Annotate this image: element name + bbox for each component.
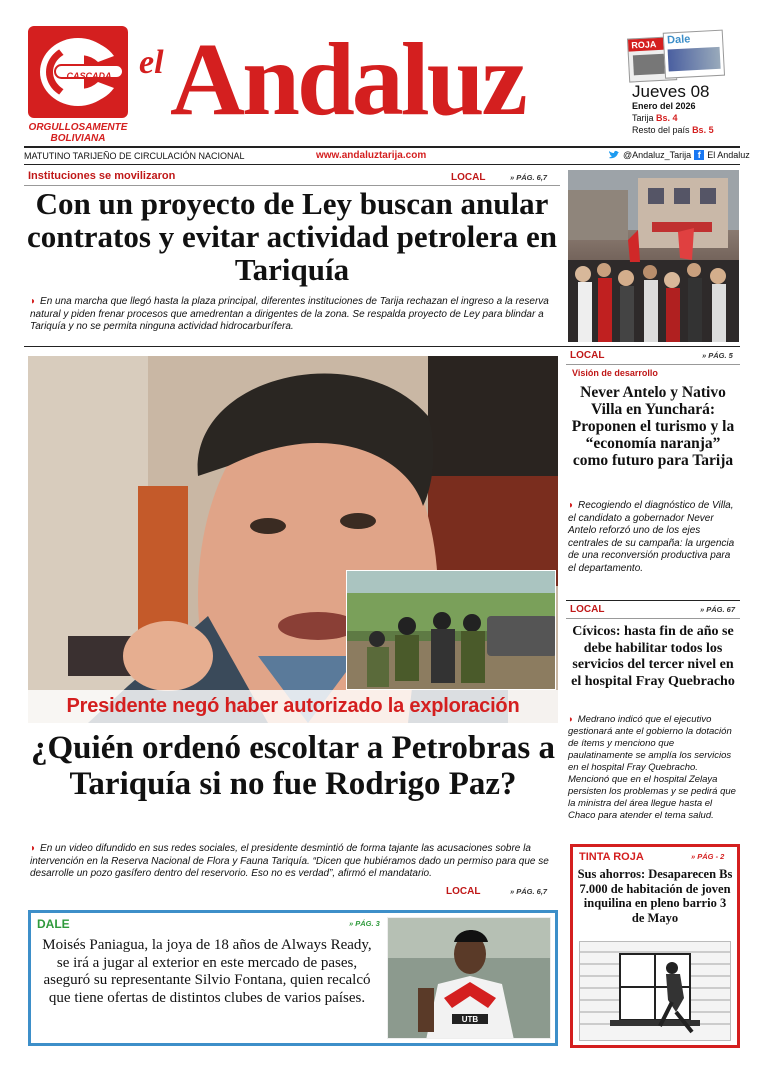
promo-2-image (668, 47, 721, 72)
section-divider (24, 346, 740, 347)
story1-summary-text: En una marcha que llegó hasta la plaza principal, diferentes instituciones de Tarija rechazan el ingreso a la reserva natural y piden frenar procesos que amedrentan a dirigentes de la zona. Se respalda proyecto de Ley para blindar a Tariquía y no se permita ninguna actividad hidrocarburífera. (30, 296, 549, 332)
promo-dale-thumb[interactable] (663, 30, 725, 79)
player-icon (388, 918, 551, 1039)
dale-sports-box[interactable] (28, 910, 558, 1046)
masthead (0, 0, 765, 165)
side1-kicker: Visión de desarrollo (572, 368, 658, 378)
tinta-roja-headline[interactable]: Sus ahorros: Desaparecen Bs 7.000 de habitación de joven inquilina en pleno barrio 3 de Mayo (577, 867, 733, 925)
side-story-hospital[interactable] (566, 602, 740, 838)
story1-kicker: Instituciones se movilizaron (28, 170, 176, 182)
story1-page-ref: » PÁG. 6,7 (510, 173, 548, 182)
promo-thumbnails[interactable] (627, 29, 729, 84)
logo-tagline-1: ORGULLOSAMENTE (28, 122, 128, 133)
dale-page-ref: » PÁG. 3 (349, 919, 380, 928)
soldiers-scene-icon (347, 571, 556, 690)
story-tariquia-law[interactable] (24, 167, 560, 345)
tinta-roja-page-ref: » PÁG - 2 (691, 852, 725, 861)
tinta-roja-section: TINTA ROJA (579, 851, 644, 863)
bullet-icon: ◗ (568, 500, 575, 511)
dale-text: Moisés Paniagua, la joya de 18 años de Always Ready, se irá a jugar al exterior en este mercado de pases, aseguró su representante Silvio Fontana, quien recalcó que tiene ofertas de distintos clubes de varios países. (42, 937, 372, 1006)
masthead-subtitle: MATUTINO TARIJEÑO DE CIRCULACIÓN NACIONAL (24, 151, 245, 161)
cascada-logo (28, 26, 128, 118)
side-story-yunchara[interactable] (566, 348, 740, 598)
edition-month-year: Enero del 2026 (632, 101, 696, 111)
jersey-sponsor: UTB (461, 1015, 479, 1024)
social-links (608, 150, 750, 160)
price-rest-value: Bs. 5 (692, 125, 714, 135)
photo-caption: Presidente negó haber autorizado la exploración (66, 695, 520, 717)
main-page-ref: » PÁG. 6,7 (510, 887, 548, 896)
twitter-handle[interactable]: @Andaluz_Tarija (623, 150, 692, 160)
dale-section: DALE (37, 917, 70, 931)
tinta-roja-box[interactable] (570, 844, 740, 1048)
protest-scene-icon (568, 170, 739, 342)
burglar-illustration (579, 941, 731, 1041)
cascada-brand-text: CASCADA (66, 71, 112, 81)
logo-tagline (22, 122, 134, 144)
escort-inset-photo (346, 570, 556, 690)
main-summary-text: En un video difundido en sus redes sociales, el presidente desmintió de forma tajante las acusaciones sobre la intervención en la Reserva Nacional de Flora y Fauna Tariquía. “Dicen que hubiéramos dado un permiso para que se desarrolle un pozo gasífero dentro del reservorio. Eso no es verdad”, afirmó el mandatario. (30, 843, 549, 879)
promo-2-label: Dale (666, 33, 691, 47)
twitter-icon[interactable] (608, 150, 620, 160)
main-section: LOCAL (446, 886, 481, 897)
side2-section: LOCAL (570, 604, 605, 615)
masthead-title-el: el (139, 44, 164, 81)
promo-1-label: ROJA (628, 37, 675, 51)
side2-headline[interactable]: Cívicos: hasta fin de año se debe habilitar todos los servicios del tercer nivel en el hospital Fray Quebracho (571, 624, 735, 689)
story1-summary (30, 296, 556, 334)
story1-section: LOCAL (451, 172, 486, 183)
main-headline[interactable]: ¿Quién ordenó escoltar a Petrobras a Tariquía si no fue Rodrigo Paz? (31, 730, 555, 802)
side1-headline[interactable]: Never Antelo y Nativo Villa en Yunchará: Proponen el turismo y la “economía naranja” como futuro para Tarija (571, 384, 735, 469)
side1-rule (566, 364, 740, 365)
website-link[interactable]: www.andaluztarija.com (316, 150, 427, 161)
price-local-value: Bs. 4 (656, 113, 678, 123)
logo-tagline-2: BOLIVIANA (50, 133, 106, 144)
bullet-icon: ◗ (30, 296, 37, 307)
side2-summary (568, 714, 738, 822)
facebook-handle[interactable]: El Andaluz (707, 150, 750, 160)
side1-section: LOCAL (570, 350, 605, 361)
bullet-icon: ◗ (568, 714, 574, 725)
edition-date: Jueves 08 (632, 82, 710, 101)
story1-headline[interactable]: Con un proyecto de Ley buscan anular contratos y evitar actividad petrolera en Tariquía (26, 186, 558, 287)
side2-rule (566, 618, 740, 619)
masthead-title: Andaluz (170, 22, 525, 137)
photo-caption-band (28, 690, 558, 723)
protest-photo (568, 170, 739, 342)
main-summary (30, 843, 556, 881)
burglar-window-icon (580, 942, 731, 1041)
side-divider (566, 600, 740, 601)
price-rest (632, 125, 714, 135)
masthead-rule-top (24, 146, 740, 148)
cascada-brand-band (54, 64, 124, 79)
side2-page-ref: » PÁG. 67 (700, 605, 736, 614)
side2-summary-text: Medrano indicó que el ejecutivo gestionará ante el gobierno la dotación de ítems y menciono que paulatinamente se amplía los servicios en el hospital Fray Quebracho. Mencionó que en el hospital Zelaya persisten los problemas y se pedirá que la ministra del área llegue hasta el Chaco para atender el tema salud. (568, 714, 736, 821)
president-video-photo (28, 356, 558, 723)
masthead-rule-bottom (24, 164, 740, 165)
bullet-icon: ◗ (30, 843, 37, 854)
side1-summary-text: Recogiendo el diagnóstico de Villa, el candidato a gobernador Never Antelo reforzó uno de los ejes centrales de su campaña: la urgencia de una reconversión productiva para el departamento. (568, 500, 735, 574)
player-photo (387, 917, 551, 1039)
side1-summary (568, 500, 738, 575)
side1-page-ref: » PÁG. 5 (702, 351, 733, 360)
price-local-label: Tarija (632, 113, 654, 123)
price-local (632, 113, 678, 123)
price-rest-label: Resto del país (632, 125, 690, 135)
facebook-icon[interactable]: f (694, 150, 704, 160)
